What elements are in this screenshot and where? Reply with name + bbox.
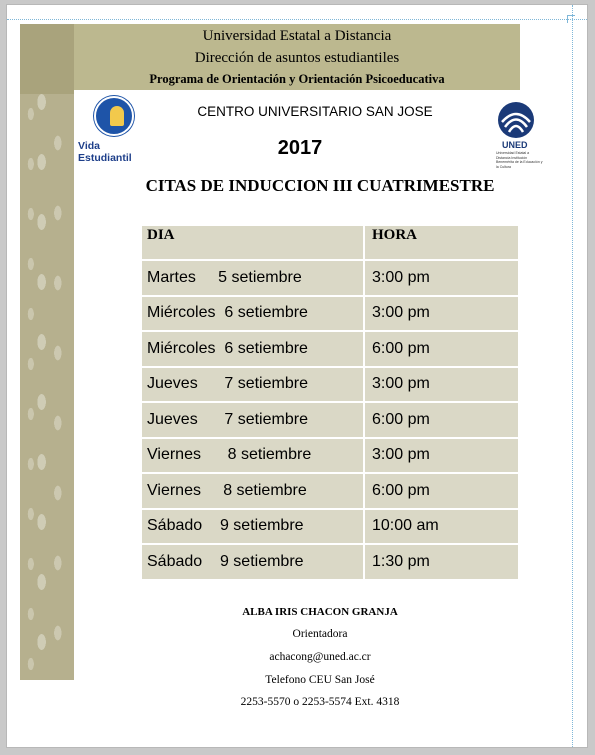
time-cell: 6:00 pm: [364, 402, 518, 438]
table-row: [142, 260, 518, 296]
day-cell: Sábado 9 setiembre: [142, 509, 364, 545]
day-cell: Miércoles 6 setiembre: [142, 331, 364, 367]
table-row: [142, 296, 518, 332]
margin-guide-top: [7, 19, 587, 20]
day-cell: Martes 5 setiembre: [142, 260, 364, 296]
phone-numbers: 2253-5570 o 2253-5574 Ext. 4318: [240, 696, 400, 708]
year-heading: 2017: [277, 137, 323, 159]
day-cell: Miércoles 6 setiembre: [142, 296, 364, 332]
header-program: Programa de Orientación y Orientación Psicoeducativa: [149, 72, 445, 86]
margin-guide-right: [572, 5, 573, 747]
table-row: [142, 438, 518, 474]
table-row: [142, 473, 518, 509]
time-cell: 6:00 pm: [364, 473, 518, 509]
time-cell: 3:00 pm: [364, 367, 518, 403]
logo-circle-icon: [94, 96, 134, 136]
margin-corner-mark: [567, 15, 575, 23]
day-cell: Sábado 9 setiembre: [142, 544, 364, 580]
uned-name: UNED: [502, 140, 528, 150]
phone-label: Telefono CEU San José: [265, 674, 375, 686]
campus-title: CENTRO UNIVERSITARIO SAN JOSE: [197, 104, 433, 119]
sidebar-top-block: [20, 24, 74, 94]
counselor-role: Orientadora: [292, 628, 348, 640]
time-cell: 3:00 pm: [364, 438, 518, 474]
header-university: Universidad Estatal a Distancia: [202, 28, 392, 44]
logo-label: Vida Estudiantil: [78, 140, 132, 164]
vida-estudiantil-logo: [78, 96, 152, 164]
header-direction: Dirección de asuntos estudiantiles: [194, 50, 400, 66]
header-dia: DIA: [142, 226, 364, 260]
uned-subtitle: Universidad Estatal a Distancia Institución Benemérita de la Educación y la Cultura: [496, 151, 543, 169]
table-row: [142, 367, 518, 403]
table-row: [142, 402, 518, 438]
time-cell: 3:00 pm: [364, 296, 518, 332]
student-figure-icon: [110, 106, 124, 126]
header-hora: HORA: [364, 226, 518, 260]
table-header-row: [142, 226, 518, 260]
time-cell: 6:00 pm: [364, 331, 518, 367]
table-row: [142, 509, 518, 545]
time-cell: 1:30 pm: [364, 544, 518, 580]
table-row: [142, 544, 518, 580]
counselor-name: ALBA IRIS CHACON GRANJA: [242, 606, 398, 618]
day-cell: Jueves 7 setiembre: [142, 402, 364, 438]
time-cell: 10:00 am: [364, 509, 518, 545]
day-cell: Jueves 7 setiembre: [142, 367, 364, 403]
schedule-table: [142, 226, 518, 581]
time-cell: 3:00 pm: [364, 260, 518, 296]
decorative-sidebar: [20, 24, 74, 680]
day-cell: Viernes 8 setiembre: [142, 438, 364, 474]
uned-logo: [494, 100, 546, 169]
counselor-email[interactable]: achacong@uned.ac.cr: [269, 651, 371, 663]
document-subtitle: CITAS DE INDUCCION III CUATRIMESTRE: [145, 176, 495, 195]
day-cell: Viernes 8 setiembre: [142, 473, 364, 509]
uned-emblem-icon: [494, 100, 538, 140]
table-row: [142, 331, 518, 367]
